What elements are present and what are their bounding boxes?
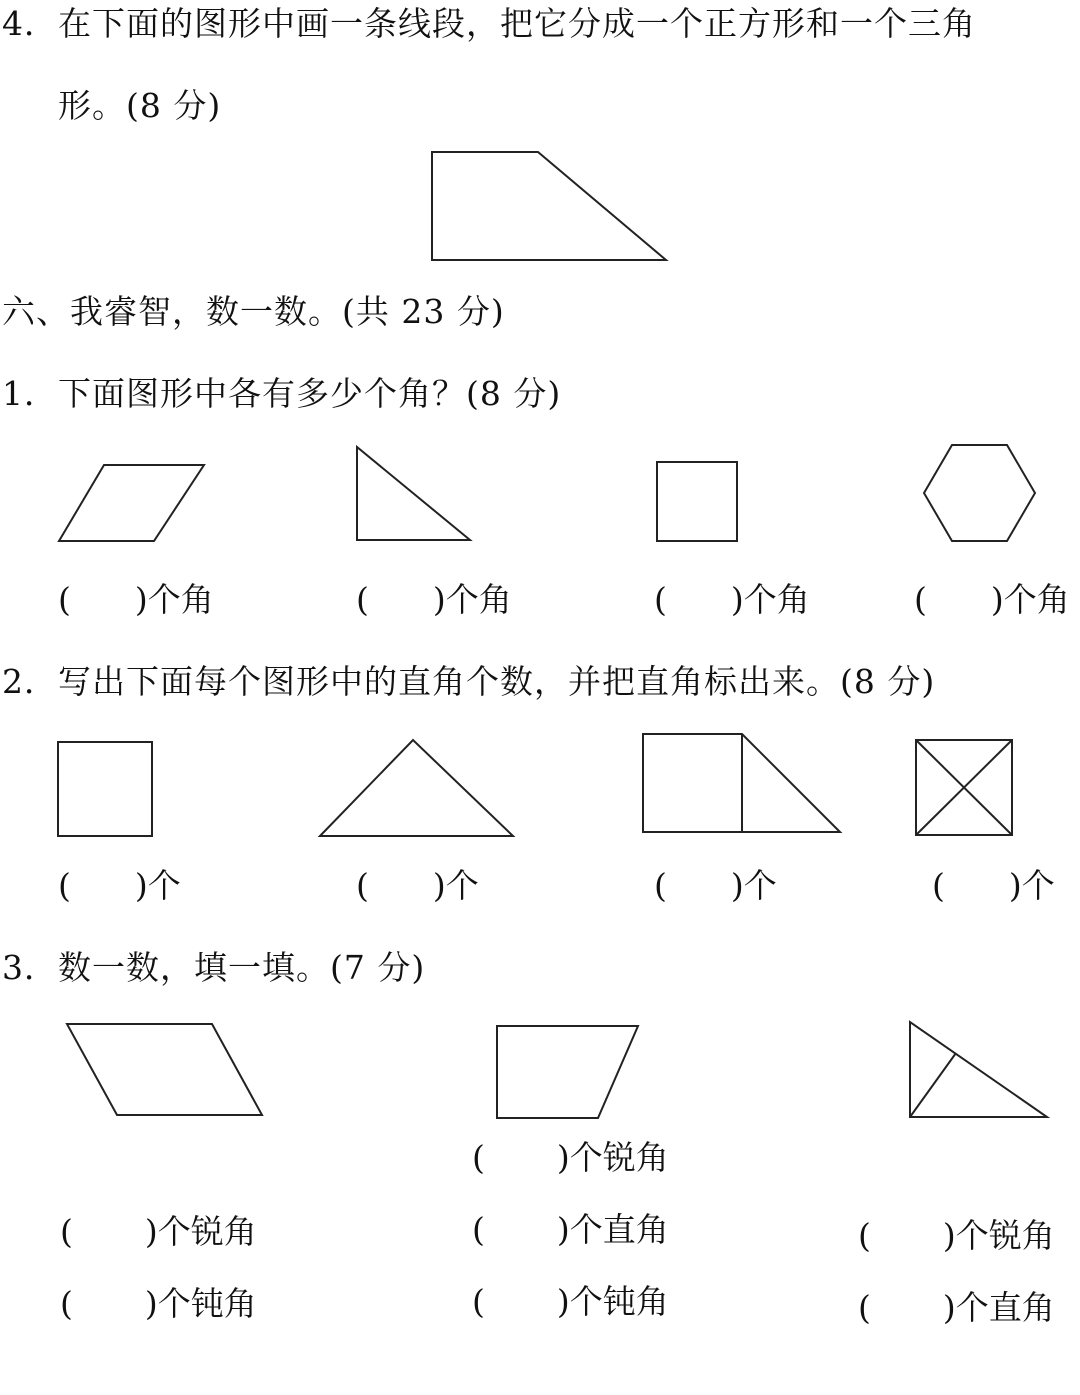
s6-q3-text: 数一数，填一填。(7 分) xyxy=(58,948,426,987)
blank-suffix: 个 xyxy=(147,866,181,905)
s6-q1-text: 下面图形中各有多少个角？(8 分) xyxy=(58,374,562,413)
blank-close-paren: ) xyxy=(942,1216,956,1255)
s6-q3-col3-blank-2[interactable] xyxy=(858,1288,1055,1328)
blank-suffix: 个直角 xyxy=(955,1288,1055,1327)
blank-open-paren: ( xyxy=(60,1212,73,1251)
blank-suffix: 个 xyxy=(1021,866,1055,905)
blank-open-paren: ( xyxy=(858,1216,871,1255)
blank-close-paren: ) xyxy=(942,1288,956,1327)
blank-close-paren: ) xyxy=(432,580,446,619)
blank-suffix: 个角 xyxy=(743,580,810,619)
q4-text-line1: 在下面的图形中画一条线段，把它分成一个正方形和一个三角 xyxy=(58,4,976,43)
s6-q1-number: 1． xyxy=(2,374,58,413)
blank-open-paren: ( xyxy=(932,866,945,905)
parallelogram-figure xyxy=(67,1024,262,1115)
blank-suffix: 个钝角 xyxy=(157,1284,257,1323)
s6-q3-number: 3． xyxy=(2,948,58,987)
s6-q3-col2-blank-2[interactable] xyxy=(472,1210,669,1250)
blank-suffix: 个角 xyxy=(445,580,512,619)
blank-close-paren: ) xyxy=(1008,866,1022,905)
blank-suffix: 个锐角 xyxy=(157,1212,257,1251)
blank-open-paren: ( xyxy=(356,866,369,905)
right-trapezoid-figure xyxy=(497,1026,638,1118)
blank-close-paren: ) xyxy=(730,866,744,905)
s6-q3-col1-blank-1[interactable] xyxy=(60,1212,257,1252)
q4-number: 4． xyxy=(2,4,58,43)
blank-close-paren: ) xyxy=(730,580,744,619)
q4-text-line2: 形。(8 分) xyxy=(58,86,222,125)
divided-right-triangle-figure xyxy=(910,1022,1047,1117)
blank-close-paren: ) xyxy=(556,1282,570,1321)
blank-close-paren: ) xyxy=(556,1138,570,1177)
blank-suffix: 个 xyxy=(445,866,479,905)
s6-q2-text: 写出下面每个图形中的直角个数，并把直角标出来。(8 分) xyxy=(58,662,936,701)
blank-close-paren: ) xyxy=(990,580,1004,619)
blank-open-paren: ( xyxy=(654,580,667,619)
blank-close-paren: ) xyxy=(134,866,148,905)
blank-open-paren: ( xyxy=(472,1282,485,1321)
s6-q3-col1-blank-2[interactable] xyxy=(60,1284,257,1324)
blank-suffix: 个角 xyxy=(147,580,214,619)
s6-q3-col3-blank-1[interactable] xyxy=(858,1216,1055,1256)
blank-open-paren: ( xyxy=(58,580,71,619)
blank-close-paren: ) xyxy=(144,1284,158,1323)
blank-close-paren: ) xyxy=(432,866,446,905)
blank-open-paren: ( xyxy=(914,580,927,619)
blank-open-paren: ( xyxy=(654,866,667,905)
blank-open-paren: ( xyxy=(472,1210,485,1249)
blank-close-paren: ) xyxy=(134,580,148,619)
blank-suffix: 个锐角 xyxy=(569,1138,669,1177)
blank-suffix: 个锐角 xyxy=(955,1216,1055,1255)
section6-title: 六、我睿智，数一数。(共 23 分) xyxy=(2,292,505,331)
blank-suffix: 个角 xyxy=(1003,580,1070,619)
s6-q2-number: 2． xyxy=(2,662,58,701)
blank-close-paren: ) xyxy=(144,1212,158,1251)
blank-open-paren: ( xyxy=(858,1288,871,1327)
s6-q3-col2-blank-1[interactable] xyxy=(472,1138,669,1178)
blank-close-paren: ) xyxy=(556,1210,570,1249)
blank-suffix: 个直角 xyxy=(569,1210,669,1249)
s6-q3-col2-blank-3[interactable] xyxy=(472,1282,669,1322)
blank-open-paren: ( xyxy=(472,1138,485,1177)
blank-suffix: 个 xyxy=(743,866,777,905)
blank-open-paren: ( xyxy=(60,1284,73,1323)
blank-suffix: 个钝角 xyxy=(569,1282,669,1321)
blank-open-paren: ( xyxy=(356,580,369,619)
blank-open-paren: ( xyxy=(58,866,71,905)
